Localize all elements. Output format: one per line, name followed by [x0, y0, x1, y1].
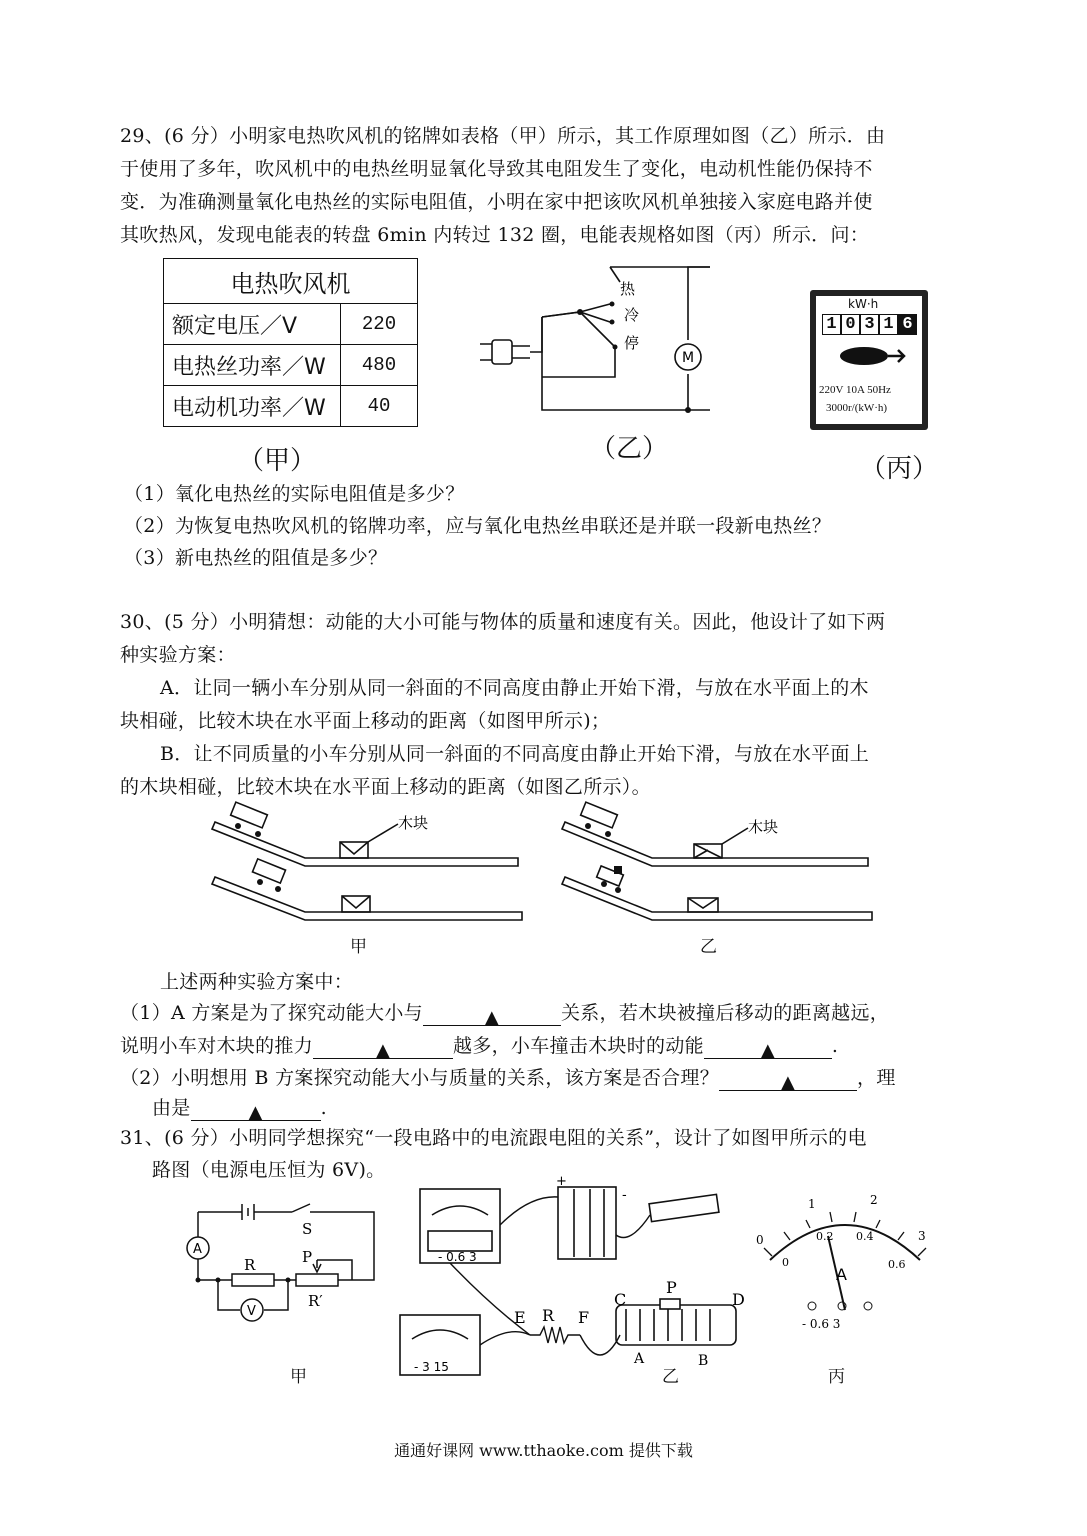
fig-jia-label: 甲: [350, 937, 367, 957]
meter-digit: 1: [822, 314, 841, 335]
q29-line-2: 于使用了多年，吹风机中的电热丝明显氧化导致其电阻发生了变化，电动机性能仍保持不: [120, 158, 873, 180]
triangle-icon: ▲: [760, 1040, 775, 1061]
wiring-resistor-r: R: [542, 1306, 555, 1325]
motor-label: M: [682, 350, 695, 366]
dial-minor-0: 0: [782, 1256, 789, 1269]
switch-stop-label: 停: [624, 334, 640, 352]
ramp-figure-jia: [210, 810, 530, 930]
spec-row-value: 480: [341, 345, 418, 386]
dial-tick-0: 0: [756, 1233, 764, 1247]
block-label-jia: 木块: [398, 814, 429, 832]
q30-q1c: 说明小车对木块的推力: [120, 1035, 314, 1057]
q30-q2d: .: [320, 1097, 327, 1119]
dial-minor-04: 0.4: [856, 1230, 874, 1243]
q31-line-1: 31、(6 分）小明同学想探究“一段电路中的电流跟电阻的关系”，设计了如图甲所示的电: [120, 1127, 867, 1149]
switch-label: S: [302, 1220, 313, 1238]
voltmeter-label: V: [247, 1304, 256, 1319]
meter-spec: 220V 10A 50Hz: [819, 384, 891, 396]
q29-question-1: （1）氧化电热丝的实际电阻值是多少？: [124, 483, 465, 505]
q29-line-3: 变．为准确测量氧化电热丝的实际电阻值，小明在家中把该吹风机单独接入家庭电路并使: [120, 191, 873, 213]
q31-line-2: 路图（电源电压恒为 6V)。: [152, 1159, 386, 1181]
q30-plan-a-1: A．让同一辆小车分别从同一斜面的不同高度由静止开始下滑，与放在水平面上的木: [160, 677, 869, 699]
spec-row-label: 电动机功率／W: [164, 386, 341, 427]
block-label-yi: 木块: [748, 818, 779, 836]
terminal-f: F: [578, 1308, 590, 1327]
resistor-label: R: [244, 1256, 256, 1274]
terminal-e: E: [514, 1308, 526, 1327]
q30-q1e: .: [831, 1035, 839, 1057]
q30-q2c: 由是: [152, 1097, 191, 1119]
spec-table-title: 电热吹风机: [164, 259, 418, 304]
q30-plan-b-1: B．让不同质量的小车分别从同一斜面的不同高度由静止开始下滑，与放在水平面上: [160, 743, 870, 765]
slider-p: P: [666, 1278, 677, 1297]
voltmeter-terminals: - 3 15: [414, 1360, 449, 1374]
dial-unit: A: [836, 1265, 847, 1284]
triangle-icon: ▲: [248, 1102, 263, 1123]
triangle-icon: ▲: [484, 1007, 500, 1028]
terminal-c: C: [614, 1290, 627, 1309]
spec-table: [163, 258, 418, 427]
meter-digits: [822, 314, 917, 335]
answer-blank[interactable]: [191, 1096, 321, 1121]
rheostat-label: R′: [308, 1292, 323, 1310]
wiring-diagram-yi: [380, 1175, 760, 1375]
q30-q1-line-1: [120, 997, 889, 1029]
q30-q2b: ，理: [857, 1067, 896, 1089]
dial-minor-02: 0.2: [816, 1230, 834, 1243]
ammeter-label: A: [193, 1242, 202, 1257]
spec-row-label: 额定电压／V: [164, 304, 341, 345]
meter-digit: 3: [860, 314, 879, 335]
q30-q1b: 关系，若木块被撞后移动的距离越远，: [560, 1002, 890, 1024]
triangle-icon: ▲: [375, 1040, 391, 1061]
q30-q1-line-2: [120, 1030, 838, 1062]
switch-cold-label: 冷: [624, 306, 640, 324]
spec-row-value: 220: [341, 304, 418, 345]
ammeter-terminals: - 0.6 3: [438, 1250, 477, 1264]
answer-blank[interactable]: [704, 1034, 832, 1059]
dial-tick-2: 2: [870, 1193, 878, 1207]
battery-plus: +: [556, 1174, 567, 1189]
q30-q2-line-1: [120, 1062, 896, 1094]
energy-meter: [810, 290, 928, 430]
meter-digit: 6: [898, 314, 917, 335]
dial-tick-3: 3: [918, 1229, 926, 1243]
q31-fig-jia: 甲: [290, 1367, 307, 1387]
meter-unit: kW·h: [848, 297, 879, 311]
terminal-b: B: [698, 1353, 709, 1369]
q30-plan-a-2: 块相碰，比较木块在水平面上移动的距离（如图甲所示)；: [120, 710, 611, 732]
triangle-icon: ▲: [780, 1072, 796, 1093]
ramp-figure-yi: [560, 810, 880, 930]
q30-q2a: （2）小明想用 B 方案探究动能大小与质量的关系，该方案是否合理？: [120, 1067, 720, 1089]
q29-question-2: （2）为恢复电热吹风机的铭牌功率，应与氧化电热丝串联还是并联一段新电热丝？: [124, 515, 832, 537]
spec-row-label: 电热丝功率／W: [164, 345, 341, 386]
spec-row-value: 40: [341, 386, 418, 427]
circuit-diagram-jia: [180, 1200, 380, 1340]
q31-fig-yi: 乙: [662, 1367, 679, 1387]
q30-line-1: 30、(5 分）小明猜想：动能的大小可能与物体的质量和速度有关。因此，他设计了如下两: [120, 611, 886, 633]
q31-fig-bing: 丙: [828, 1367, 845, 1387]
q30-plan-b-2: 的木块相碰，比较木块在水平面上移动的距离（如图乙所示）。: [120, 776, 651, 798]
dial-tick-1: 1: [808, 1197, 816, 1211]
meter-disc-icon: [830, 344, 910, 368]
slider-label: P: [302, 1248, 313, 1266]
meter-digit: 1: [879, 314, 898, 335]
q30-q1d: 越多，小车撞击木块时的动能: [453, 1035, 704, 1057]
q29-question-3: （3）新电热丝的阻值是多少？: [124, 547, 388, 569]
hairdryer-circuit-diagram: [470, 262, 720, 422]
dial-minor-06: 0.6: [888, 1258, 906, 1271]
caption-yi: （乙）: [590, 434, 669, 464]
terminal-a: A: [634, 1351, 645, 1367]
ammeter-dial: [750, 1190, 940, 1340]
battery-minus: -: [622, 1188, 627, 1203]
meter-rev: 3000r/(kW·h): [826, 402, 888, 414]
switch-hot-label: 热: [620, 280, 636, 298]
meter-digit: 0: [841, 314, 860, 335]
terminal-d: D: [732, 1290, 745, 1309]
answer-blank[interactable]: [719, 1066, 857, 1091]
caption-jia: （甲）: [238, 446, 317, 476]
answer-blank[interactable]: [313, 1034, 453, 1059]
q30-q1a: （1）A 方案是为了探究动能大小与: [120, 1002, 423, 1024]
q30-line-2: 种实验方案：: [120, 644, 236, 666]
q29-line-1: 29、(6 分）小明家电热吹风机的铭牌如表格（甲）所示，其工作原理如图（乙）所示．由: [120, 125, 886, 147]
q30-intro: 上述两种实验方案中：: [160, 971, 354, 993]
answer-blank[interactable]: [423, 1001, 561, 1026]
dial-terminals: - 0.6 3: [802, 1317, 841, 1331]
q29-line-4: 其吹热风，发现电能表的转盘 6min 内转过 132 圈，电能表规格如图（丙）所示．问：: [120, 224, 870, 246]
fig-yi-label: 乙: [700, 937, 717, 957]
caption-bing: （丙）: [860, 454, 939, 484]
q30-q2-line-2: [152, 1092, 327, 1124]
page-footer: 通通好课网 www.tthaoke.com 提供下载: [394, 1441, 693, 1460]
